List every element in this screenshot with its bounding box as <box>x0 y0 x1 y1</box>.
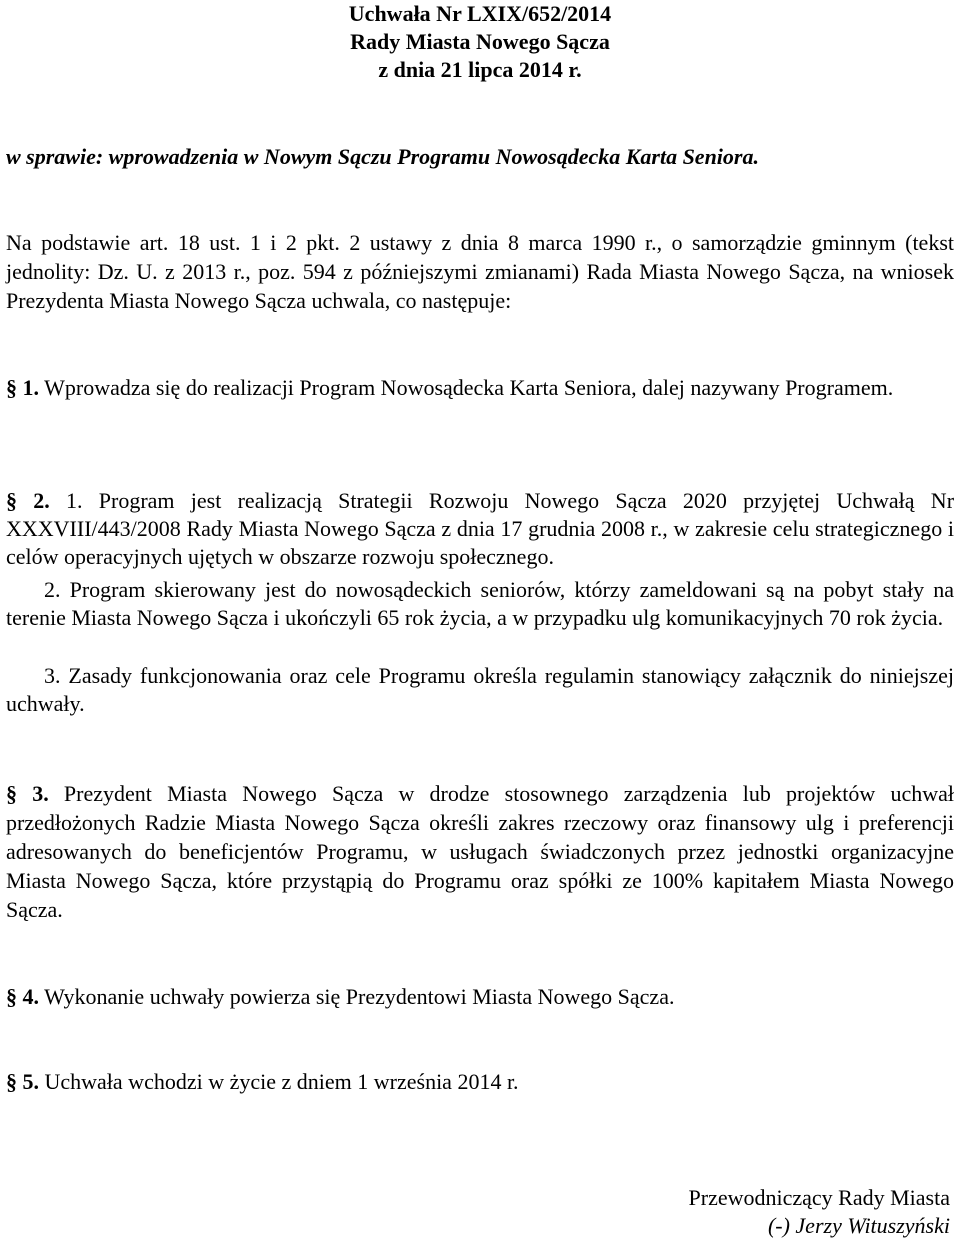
section-mark: § <box>6 375 17 400</box>
section-1 <box>6 374 954 402</box>
section-2-paragraph-1 <box>6 487 954 571</box>
section-text: Uchwała wchodzi w życie z dniem 1 września 2014 r. <box>39 1069 519 1094</box>
signature-name: (-) Jerzy Wituszyński <box>767 1213 950 1238</box>
paragraph-number: 2. <box>44 577 61 602</box>
section-mark: § <box>6 1069 17 1094</box>
section-text: Wykonanie uchwały powierza się Prezydentowi Miasta Nowego Sącza. <box>39 984 675 1009</box>
signature-title: Przewodniczący Rady Miasta <box>688 1185 950 1210</box>
paragraph-text: Program skierowany jest do nowosądeckich seniorów, którzy zameldowani są na pobyt stały na terenie Miasta Nowego Sącza i ukończyli 65 rok życia, a w przypadku ulg komunikacyjnych 70 rok życia. <box>6 577 954 630</box>
section-number: 4. <box>22 984 39 1009</box>
section-number: 2. <box>33 488 50 513</box>
section-number: 3. <box>32 781 49 806</box>
signature-block <box>689 1184 950 1240</box>
section-3 <box>6 779 954 924</box>
paragraph-text: Zasady funkcjonowania oraz cele Programu określa regulamin stanowiący załącznik do niniejszej uchwały. <box>6 663 954 716</box>
section-number: 5. <box>22 1069 39 1094</box>
paragraph-number: 1. <box>49 488 83 513</box>
section-5 <box>6 1067 954 1096</box>
resolution-number: Uchwała Nr LXIX/652/2014 <box>348 1 612 26</box>
section-2-paragraph-3 <box>6 662 954 718</box>
resolution-header <box>300 0 660 84</box>
section-mark: § <box>6 984 17 1009</box>
section-text: Wprowadza się do realizacji Program Nowosądecka Karta Seniora, dalej nazywany Programem. <box>39 375 894 400</box>
preamble: Na podstawie art. 18 ust. 1 i 2 pkt. 2 ustawy z dnia 8 marca 1990 r., o samorządzie gminnym (tekst jednolity: Dz. U. z 2013 r., poz. 594 z późniejszymi zmianami) Rada Miasta Nowego Sącza, na wniosek Prezydenta Miasta Nowego Sącza uchwala, co następuje: <box>6 230 954 313</box>
paragraph-text: Program jest realizacją Strategii Rozwoju Nowego Sącza 2020 przyjętej Uchwałą Nr XXXVIII/443/2008 Rady Miasta Nowego Sącza z dnia 17 grudnia 2008 r., w zakresie celu strategicznego i celów operacyjnych ujętych w obszarze rozwoju społecznego. <box>6 488 955 569</box>
section-4 <box>6 982 954 1011</box>
section-text: Prezydent Miasta Nowego Sącza w drodze stosownego zarządzenia lub projektów uchwał przedłożonych Radzie Miasta Nowego Sącza określi zakres rzeczowy oraz finansowy ulg i preferencji adresowanych do beneficjentów Programu, w usługach świadczonych przez jednostki organizacyjne Miasta Nowego Sącza, które przystąpią do Programu oraz spółki ze 100% kapitałem Miasta Nowego Sącza. <box>6 781 954 922</box>
section-mark: § <box>6 488 17 513</box>
resolution-subject: w sprawie: wprowadzenia w Nowym Sączu Programu Nowosądecka Karta Seniora. <box>6 144 759 169</box>
council-name: Rady Miasta Nowego Sącza <box>350 29 610 54</box>
section-2-paragraph-2 <box>6 576 954 632</box>
section-number: 1. <box>22 375 39 400</box>
section-mark: § <box>6 781 17 806</box>
paragraph-number: 3. <box>44 663 61 688</box>
resolution-date: z dnia 21 lipca 2014 r. <box>378 57 582 82</box>
